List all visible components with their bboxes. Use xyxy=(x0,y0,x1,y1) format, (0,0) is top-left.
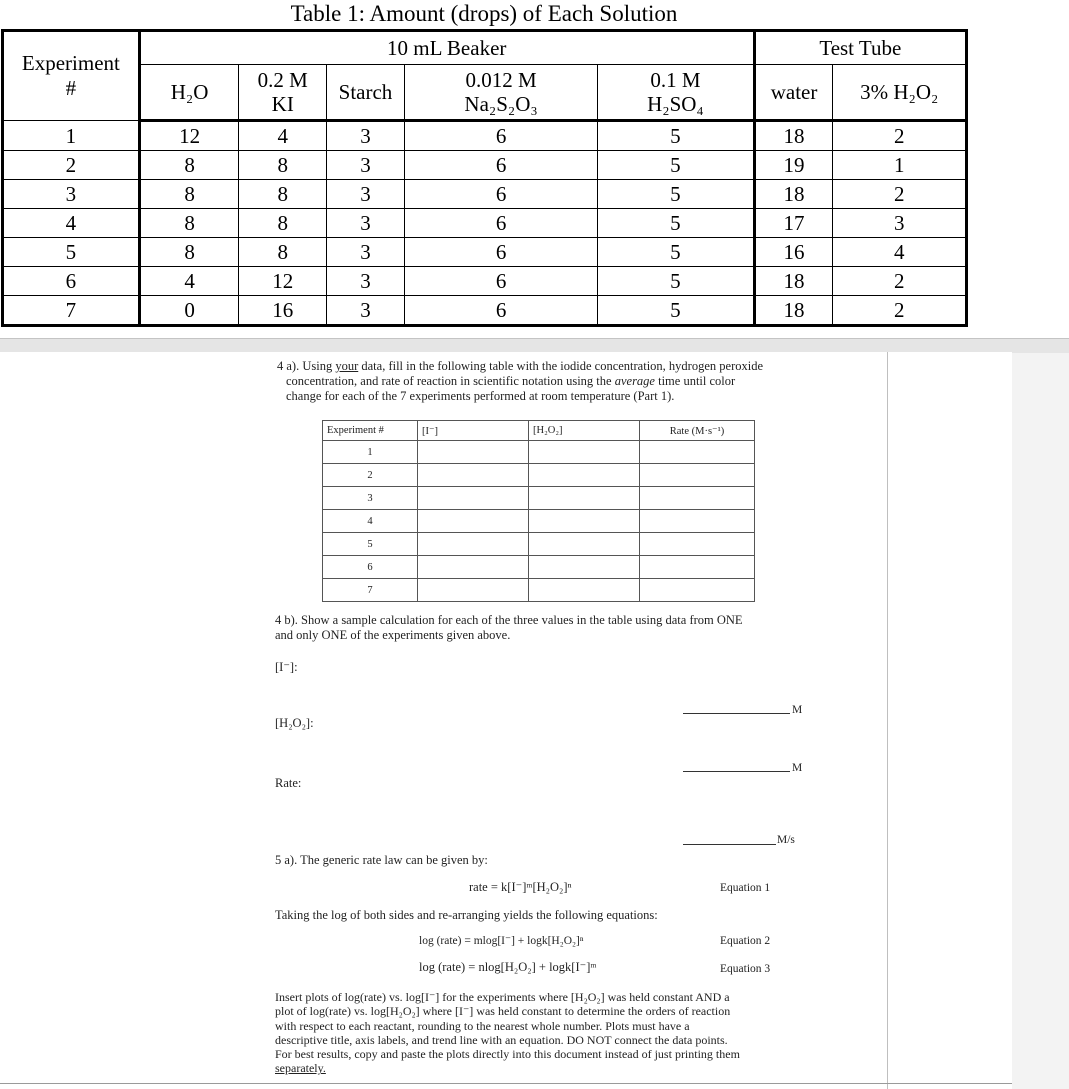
table1-cell: 8 xyxy=(139,238,239,267)
table1-cell: 8 xyxy=(139,180,239,209)
rate-unit: M/s xyxy=(777,834,795,846)
table1-cell: 8 xyxy=(139,151,239,180)
iodide-label: [I⁻]: xyxy=(275,660,298,674)
table2-row xyxy=(323,464,755,487)
table1-cell: 4 xyxy=(3,209,140,238)
t2-peroxide-cell[interactable] xyxy=(529,441,640,464)
table1-cell: 8 xyxy=(239,151,327,180)
table1-cell: 6 xyxy=(404,267,597,296)
table1-cell: 8 xyxy=(139,209,239,238)
table1-title: Table 1: Amount (drops) of Each Solution xyxy=(290,1,678,26)
t2-experiment-number: 3 xyxy=(323,487,418,510)
equation-2-label: Equation 2 xyxy=(720,935,771,947)
peroxide-label: [H₂O₂]: xyxy=(275,716,314,730)
table1-cell: 3 xyxy=(327,151,405,180)
table1-cell: 12 xyxy=(139,121,239,151)
t2-rate-cell[interactable] xyxy=(640,556,755,579)
table1-cell: 19 xyxy=(754,151,833,180)
header-group-beaker: 10 mL Beaker xyxy=(139,31,754,65)
table1-cell: 17 xyxy=(754,209,833,238)
table1-cell: 2 xyxy=(833,121,967,151)
separator-band xyxy=(0,338,1069,353)
table1-cell: 18 xyxy=(754,121,833,151)
header-h2o: H₂O xyxy=(139,65,239,121)
log-intro: Taking the log of both sides and re-arranging yields the following equations: xyxy=(275,908,658,922)
table1-cell: 5 xyxy=(598,296,754,326)
t2-iodide-cell[interactable] xyxy=(418,510,529,533)
equation-3: log (rate) = nlog[H₂O₂] + logk[I⁻]ᵐ xyxy=(419,960,597,974)
table1-cell: 6 xyxy=(404,121,597,151)
rate-answer-line[interactable] xyxy=(683,844,776,845)
t2-experiment-number: 6 xyxy=(323,556,418,579)
t2-peroxide-cell[interactable] xyxy=(529,510,640,533)
table1-cell: 0 xyxy=(139,296,239,326)
table1-row xyxy=(3,180,967,209)
table1-cell: 3 xyxy=(833,209,967,238)
t2-rate-cell[interactable] xyxy=(640,464,755,487)
table2-row xyxy=(323,533,755,556)
equation-3-label: Equation 3 xyxy=(720,963,771,975)
question-5a: 5 a). The generic rate law can be given by: xyxy=(275,853,488,867)
table1-cell: 6 xyxy=(404,238,597,267)
t2-experiment-number: 7 xyxy=(323,579,418,602)
t2-iodide-cell[interactable] xyxy=(418,533,529,556)
t2-experiment-number: 2 xyxy=(323,464,418,487)
table1-cell: 3 xyxy=(327,238,405,267)
table1-cell: 5 xyxy=(598,238,754,267)
header-group-test-tube: Test Tube xyxy=(754,31,966,65)
t2-rate-cell[interactable] xyxy=(640,533,755,556)
table1-section xyxy=(0,0,1069,338)
t2-header-rate: Rate (M·s⁻¹) xyxy=(640,421,755,441)
page-margin-rule xyxy=(887,352,888,1089)
t2-experiment-number: 1 xyxy=(323,441,418,464)
table1-cell: 1 xyxy=(3,121,140,151)
t2-iodide-cell[interactable] xyxy=(418,487,529,510)
equation-1-label: Equation 1 xyxy=(720,882,771,894)
table1-cell: 1 xyxy=(833,151,967,180)
table1-cell: 8 xyxy=(239,180,327,209)
table1-cell: 6 xyxy=(404,180,597,209)
t2-header-experiment: Experiment # xyxy=(323,421,418,441)
header-starch: Starch xyxy=(327,65,405,121)
table2-row xyxy=(323,579,755,602)
page-bottom-rule xyxy=(0,1083,1012,1084)
table1-cell: 3 xyxy=(327,209,405,238)
table1-row xyxy=(3,296,967,326)
equation-2: log (rate) = mlog[I⁻] + logk[H₂O₂]ⁿ xyxy=(419,935,584,947)
t2-iodide-cell[interactable] xyxy=(418,464,529,487)
header-ki: 0.2 M KI xyxy=(239,65,327,121)
table1-cell: 4 xyxy=(239,121,327,151)
table1-cell: 6 xyxy=(404,151,597,180)
t2-experiment-number: 5 xyxy=(323,533,418,556)
table1-cell: 4 xyxy=(139,267,239,296)
t2-peroxide-cell[interactable] xyxy=(529,464,640,487)
table2 xyxy=(322,420,755,602)
t2-rate-cell[interactable] xyxy=(640,487,755,510)
table2-row xyxy=(323,556,755,579)
table1-cell: 5 xyxy=(598,209,754,238)
table1-cell: 18 xyxy=(754,296,833,326)
header-experiment: Experiment # xyxy=(3,31,140,121)
header-water: water xyxy=(754,65,833,121)
iodide-unit: M xyxy=(792,704,803,716)
table1-row xyxy=(3,238,967,267)
peroxide-unit: M xyxy=(792,762,803,774)
table1-row xyxy=(3,121,967,151)
header-sulfuric-acid: 0.1 M H₂SO₄ xyxy=(598,65,754,121)
table1-cell: 16 xyxy=(239,296,327,326)
table1-cell: 5 xyxy=(598,267,754,296)
table1-cell: 4 xyxy=(833,238,967,267)
table1 xyxy=(1,29,968,327)
table1-cell: 5 xyxy=(598,121,754,151)
table1-cell: 6 xyxy=(404,296,597,326)
table1-cell: 5 xyxy=(598,151,754,180)
table1-cell: 3 xyxy=(327,267,405,296)
t2-peroxide-cell[interactable] xyxy=(529,533,640,556)
t2-peroxide-cell[interactable] xyxy=(529,556,640,579)
table1-cell: 3 xyxy=(327,180,405,209)
table1-cell: 2 xyxy=(3,151,140,180)
table1-cell: 3 xyxy=(327,296,405,326)
table2-row xyxy=(323,510,755,533)
question-4a: 4 a). Using your data, fill in the following table with the iodide concentration, hydrogen peroxide concentration, and rate of reaction in scientific notation using the average time until color change for each of the 7 experiments performed at room temperature (Part 1). xyxy=(277,359,763,403)
table1-cell: 8 xyxy=(239,209,327,238)
t2-peroxide-cell[interactable] xyxy=(529,487,640,510)
table1-cell: 12 xyxy=(239,267,327,296)
table1-cell: 2 xyxy=(833,267,967,296)
iodide-answer-line[interactable] xyxy=(683,713,790,714)
table1-cell: 5 xyxy=(598,180,754,209)
equation-1: rate = k[I⁻]ᵐ[H₂O₂]ⁿ xyxy=(469,880,572,894)
t2-header-iodide: [I⁻] xyxy=(418,421,529,441)
question-5a-instructions: Insert plots of log(rate) vs. log[I⁻] for the experiments where [H₂O₂] was held constant AND a plot of log(rate) vs. log[H₂O₂] where [I⁻] was held constant to determine the orders of reaction with respect to each reactant, rounding to the nearest whole number. Plots must have a descriptive title, axis labels, and trend line with an equation. DO NOT connect the data points. For best results, copy and paste the plots directly into this document instead of just printing them separately. xyxy=(275,990,740,1076)
table1-row xyxy=(3,267,967,296)
table1-cell: 18 xyxy=(754,267,833,296)
table1-cell: 3 xyxy=(327,121,405,151)
rate-label: Rate: xyxy=(275,776,302,790)
table2-row xyxy=(323,487,755,510)
peroxide-answer-line[interactable] xyxy=(683,771,790,772)
question-4b: 4 b). Show a sample calculation for each of the three values in the table using data from ONE and only ONE of the experiments given above. xyxy=(275,613,743,642)
t2-iodide-cell[interactable] xyxy=(418,556,529,579)
t2-iodide-cell[interactable] xyxy=(418,579,529,602)
t2-experiment-number: 4 xyxy=(323,510,418,533)
t2-header-peroxide: [H₂O₂] xyxy=(529,421,640,441)
table1-row xyxy=(3,209,967,238)
t2-iodide-cell[interactable] xyxy=(418,441,529,464)
table1-cell: 6 xyxy=(404,209,597,238)
table1-cell: 5 xyxy=(3,238,140,267)
table1-cell: 8 xyxy=(239,238,327,267)
table1-cell: 7 xyxy=(3,296,140,326)
table1-row xyxy=(3,151,967,180)
table1-cell: 2 xyxy=(833,296,967,326)
t2-peroxide-cell[interactable] xyxy=(529,579,640,602)
t2-rate-cell[interactable] xyxy=(640,510,755,533)
table1-cell: 3 xyxy=(3,180,140,209)
table1-cell: 6 xyxy=(3,267,140,296)
table1-cell: 16 xyxy=(754,238,833,267)
header-peroxide: 3% H₂O₂ xyxy=(833,65,967,121)
header-thiosulfate: 0.012 M Na₂S₂O₃ xyxy=(404,65,597,121)
t2-rate-cell[interactable] xyxy=(640,441,755,464)
table1-cell: 18 xyxy=(754,180,833,209)
t2-rate-cell[interactable] xyxy=(640,579,755,602)
table2-row xyxy=(323,441,755,464)
table1-cell: 2 xyxy=(833,180,967,209)
